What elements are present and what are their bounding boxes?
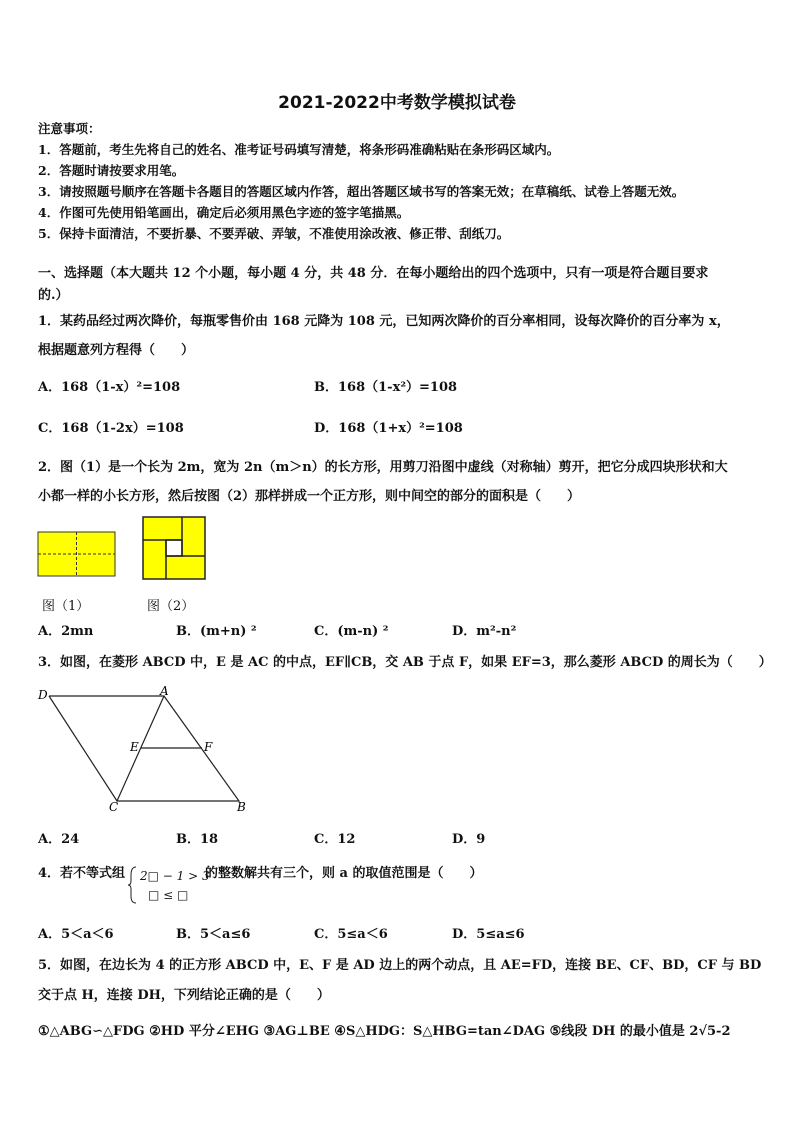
q3-stem: 3．如图，在菱形 ABCD 中，E 是 AC 的中点，EF∥CB，交 AB 于点 F，如果 EF=3，那么菱形 ABCD 的周长为（ ）	[38, 655, 772, 670]
section-heading-line1: 一、选择题（本大题共 12 个小题，每小题 4 分，共 48 分．在每小题给出的四个选项中，只有一项是符合题目要求	[38, 266, 709, 281]
q1-option-b: B．168（1-x²）=108	[314, 380, 458, 395]
q1-option-d: D．168（1+x）²=108	[314, 421, 463, 436]
notice-item-3: 3．请按照题号顺序在答题卡各题目的答题区域内作答，超出答题区域书写的答案无效；在草稿纸、试卷上答题无效。	[38, 184, 685, 199]
q5-statements: ①△ABG∽△FDG ②HD 平分∠EHG ③AG⊥BE ④S△HDG：S△HBG=tan∠DAG ⑤线段 DH 的最小值是 2√5-2	[38, 1024, 731, 1039]
q3-label-a: A	[160, 684, 169, 698]
q5-stem-line2: 交于点 H，连接 DH，下列结论正确的是（ ）	[38, 988, 330, 1003]
q2-figure-2	[142, 516, 206, 580]
q3-option-b: B．18	[176, 832, 219, 847]
q4-option-b: B．5＜a≤6	[176, 927, 251, 942]
page-title: 2021-2022中考数学模拟试卷	[278, 93, 516, 113]
q2-caption-2: 图（2）	[147, 599, 195, 614]
q3-label-c: C	[109, 800, 119, 814]
q4-inequality-2: □ ≤ □	[148, 888, 189, 902]
q1-option-a: A．168（1-x）²=108	[38, 380, 181, 395]
q4-option-d: D．5≤a≤6	[452, 927, 525, 942]
q3-rhombus-figure	[34, 684, 254, 820]
q4-option-c: C．5≤a＜6	[314, 927, 388, 942]
q4-inequality-1: 2□ − 1 > 3	[140, 869, 210, 883]
q4-stem-suffix: 的整数解共有三个，则 a 的取值范围是（ ）	[205, 866, 483, 881]
q5-stem-line1: 5．如图，在边长为 4 的正方形 ABCD 中，E、F 是 AD 边上的两个动点，且 AE=FD，连接 BE、CF、BD，CF 与 BD	[38, 958, 762, 973]
q3-option-c: C．12	[314, 832, 356, 847]
notice-item-2: 2．答题时请按要求用笔。	[38, 163, 185, 178]
section-heading-line2: 的.）	[38, 288, 69, 303]
q3-option-d: D．9	[452, 832, 486, 847]
q2-option-b: B．(m+n) ²	[176, 624, 257, 639]
q4-option-a: A．5＜a＜6	[38, 927, 114, 942]
notice-item-1: 1．答题前，考生先将自己的姓名、准考证号码填写清楚，将条形码准确粘贴在条形码区域内。	[38, 142, 560, 157]
notice-item-5: 5．保持卡面清洁，不要折暴、不要弄破、弄皱，不准使用涂改液、修正带、刮纸刀。	[38, 226, 510, 241]
q3-option-a: A．24	[38, 832, 80, 847]
q2-center-hole	[166, 540, 182, 556]
q3-label-f: F	[204, 740, 213, 754]
q2-figure-1	[37, 531, 117, 578]
q3-label-b: B	[237, 800, 246, 814]
q2-caption-1: 图（1）	[42, 599, 90, 614]
q1-option-c: C．168（1-2x）=108	[38, 421, 184, 436]
q3-label-d: D	[38, 688, 48, 702]
notice-item-4: 4．作图可先使用铅笔画出，确定后必须用黑色字迹的签字笔描黑。	[38, 205, 410, 220]
notice-heading: 注意事项：	[38, 121, 101, 136]
q2-stem-line2: 小都一样的小长方形，然后按图（2）那样拼成一个正方形，则中间空的部分的面积是（ ）	[38, 489, 581, 504]
q2-option-d: D．m²-n²	[452, 624, 517, 639]
q4-stem-prefix: 4．若不等式组	[38, 866, 126, 881]
q2-option-c: C．(m-n) ²	[314, 624, 389, 639]
q1-stem-line1: 1．某药品经过两次降价，每瓶零售价由 168 元降为 108 元，已知两次降价的百分率相同，设每次降价的百分率为 x，	[38, 314, 730, 329]
q1-stem-line2: 根据题意列方程得（ ）	[38, 343, 195, 358]
q3-label-e: E	[130, 740, 139, 754]
q2-stem-line1: 2．图（1）是一个长为 2m，宽为 2n（m＞n）的长方形，用剪刀沿图中虚线（对称轴）剪开，把它分成四块形状和大	[38, 460, 728, 475]
q2-option-a: A．2mn	[38, 624, 94, 639]
q4-brace	[128, 865, 138, 905]
